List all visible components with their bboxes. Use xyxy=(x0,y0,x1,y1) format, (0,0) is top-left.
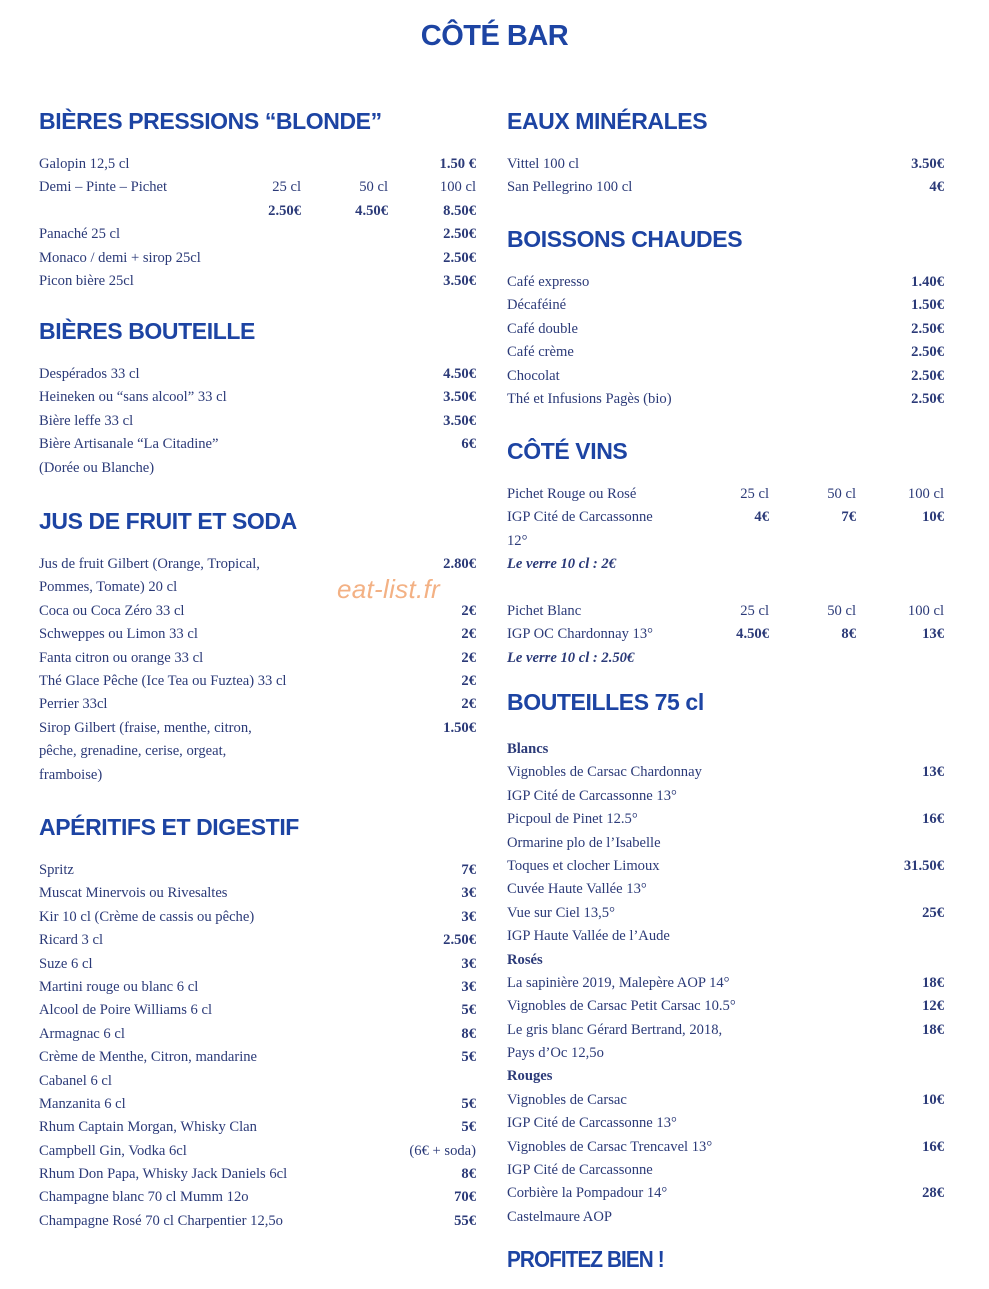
size-label: 100 cl xyxy=(907,602,944,619)
menu-item xyxy=(507,553,944,576)
item-label: Heineken ou “sans alcool” 33 cl xyxy=(39,389,227,406)
item-label: framboise) xyxy=(39,766,103,783)
section-title: APÉRITIFS ET DIGESTIF xyxy=(39,814,299,840)
item-label: Rhum Don Papa, Whisky Jack Daniels 6cl xyxy=(39,1166,288,1183)
item-price: 3€ xyxy=(461,885,476,902)
menu-item xyxy=(39,882,476,905)
size-label: 25 cl xyxy=(740,486,769,502)
item-label: Castelmaure AOP xyxy=(507,1208,612,1225)
menu-item xyxy=(507,902,944,925)
menu-item xyxy=(507,1159,944,1182)
menu-item xyxy=(507,1112,944,1135)
item-label: Picpoul de Pinet 12.5° xyxy=(507,811,638,828)
item-price: 31.50€ xyxy=(903,857,944,874)
menu-item xyxy=(507,1019,944,1042)
item-price: 3€ xyxy=(461,978,476,995)
item-price: 2.50€ xyxy=(443,226,476,243)
item-price: 55€ xyxy=(454,1212,476,1229)
item-label: Vignobles de Carsac Petit Carsac 10.5° xyxy=(507,998,736,1015)
size-label: 25 cl xyxy=(272,179,301,196)
page-title: CÔTÉ BAR xyxy=(420,20,569,52)
section-boissons-chaudes xyxy=(507,224,944,436)
item-price: 13€ xyxy=(922,764,944,781)
menu-item xyxy=(39,1210,476,1233)
menu-item xyxy=(507,925,944,948)
item-price: 2.50€ xyxy=(911,390,944,407)
menu-item xyxy=(39,976,476,999)
section-title: BOISSONS CHAUDES xyxy=(507,226,743,252)
section-bieres-bouteille xyxy=(39,316,476,506)
size-label: 50 cl xyxy=(827,602,856,619)
menu-item xyxy=(39,953,476,976)
section-items xyxy=(507,483,944,670)
menu-item xyxy=(507,855,944,878)
menu-item xyxy=(39,223,476,246)
item-label: IGP Cité de Carcassonne xyxy=(507,1162,653,1179)
item-label: Vignobles de Carsac xyxy=(507,1091,627,1108)
item-price: 2€ xyxy=(461,649,476,666)
item-price: 4.50€ xyxy=(355,202,388,219)
item-label: Café expresso xyxy=(507,274,590,290)
size-label: 25 cl xyxy=(740,602,769,619)
item-label: Schweppes ou Limon 33 cl xyxy=(39,626,198,643)
menu-item xyxy=(39,740,476,763)
item-price: 1.50€ xyxy=(443,719,476,736)
menu-item xyxy=(39,764,476,787)
item-label: IGP Haute Vallée de l’Aude xyxy=(507,928,670,945)
item-label: Vittel 100 cl xyxy=(507,156,580,172)
footer-slogan: PROFITEZ BIEN ! xyxy=(507,1246,664,1272)
section-items xyxy=(39,363,476,480)
section-title: BOUTEILLES 75 cl xyxy=(507,689,704,715)
item-price: 3€ xyxy=(461,908,476,925)
item-price: 13€ xyxy=(922,626,944,643)
item-label: Coca ou Coca Zéro 33 cl xyxy=(39,602,185,619)
subsection-heading xyxy=(507,1065,944,1088)
item-label: Cabanel 6 cl xyxy=(39,1072,112,1089)
menu-item xyxy=(507,785,944,808)
item-label: Toques et clocher Limoux xyxy=(507,857,660,874)
item-price: 2.50€ xyxy=(443,249,476,266)
item-price: 3.50€ xyxy=(443,272,476,289)
menu-item xyxy=(507,1042,944,1065)
menu-item xyxy=(39,1093,476,1116)
menu-item xyxy=(39,363,476,386)
menu-item xyxy=(507,294,944,317)
item-price: 2.80€ xyxy=(443,556,476,572)
section-aperitifs xyxy=(39,812,476,1233)
item-price: 1.50€ xyxy=(911,297,944,314)
section-bouteilles xyxy=(507,687,944,1229)
item-price: 12€ xyxy=(922,998,944,1015)
menu-item xyxy=(39,859,476,882)
menu-item xyxy=(39,176,476,199)
item-price: 2€ xyxy=(461,602,476,619)
item-price: 2€ xyxy=(461,672,476,689)
item-label: Rhum Captain Morgan, Whisky Clan xyxy=(39,1119,257,1136)
menu-item xyxy=(39,1186,476,1209)
item-label: Perrier 33cl xyxy=(39,696,108,713)
section-cote-vins xyxy=(507,436,944,687)
menu-item xyxy=(39,247,476,270)
item-price: 2.50€ xyxy=(268,202,301,219)
item-price: 18€ xyxy=(922,1021,944,1038)
size-label: 100 cl xyxy=(439,179,476,196)
item-price: 16€ xyxy=(922,1138,944,1155)
menu-item xyxy=(507,972,944,995)
menu-item xyxy=(507,153,944,176)
item-price: (6€ + soda) xyxy=(409,1142,476,1159)
item-label: Décaféiné xyxy=(507,297,567,314)
item-price: 8€ xyxy=(841,626,856,643)
item-price: 10€ xyxy=(922,509,944,526)
item-price: 5€ xyxy=(461,1119,476,1136)
section-items xyxy=(39,153,476,293)
menu-item xyxy=(507,365,944,388)
item-price: 6€ xyxy=(461,436,476,453)
item-label: Blancs xyxy=(507,741,549,757)
menu-item xyxy=(39,1046,476,1069)
section-title: JUS DE FRUIT ET SODA xyxy=(39,508,297,534)
menu-item xyxy=(507,271,944,294)
item-price: 2€ xyxy=(461,626,476,643)
menu-item xyxy=(507,761,944,784)
item-price: 1.40€ xyxy=(911,274,944,290)
item-label: IGP Cité de Carcassonne 13° xyxy=(507,787,677,804)
item-label: Rosés xyxy=(507,951,543,968)
item-price: 3€ xyxy=(461,955,476,972)
item-label: Vignobles de Carsac Trencavel 13° xyxy=(507,1138,713,1155)
item-label: Pommes, Tomate) 20 cl xyxy=(39,579,178,596)
item-price: 2€ xyxy=(461,696,476,713)
item-label: Armagnac 6 cl xyxy=(39,1025,125,1042)
menu-item xyxy=(39,386,476,409)
item-price: 1.50 € xyxy=(439,156,476,172)
menu-item xyxy=(507,1089,944,1112)
menu-item xyxy=(507,832,944,855)
item-label: Cuvée Haute Vallée 13° xyxy=(507,881,647,898)
item-price: 4.50€ xyxy=(736,626,769,643)
item-label: Pays d’Oc 12,5o xyxy=(507,1045,604,1062)
item-label: Sirop Gilbert (fraise, menthe, citron, xyxy=(39,719,252,736)
subsection-heading xyxy=(507,949,944,972)
item-label: IGP Cité de Carcassonne 13° xyxy=(507,1115,677,1132)
item-label: Thé et Infusions Pagès (bio) xyxy=(507,390,672,407)
item-label: (Dorée ou Blanche) xyxy=(39,459,155,476)
item-price: 25€ xyxy=(922,904,944,921)
menu-item xyxy=(39,670,476,693)
item-price: 8€ xyxy=(461,1025,476,1042)
menu-item xyxy=(507,1136,944,1159)
item-price: 16€ xyxy=(922,811,944,828)
item-label: Despérados 33 cl xyxy=(39,366,140,382)
menu-item xyxy=(507,623,944,646)
menu-item xyxy=(507,878,944,901)
menu-item xyxy=(39,433,476,456)
item-label: Bière leffe 33 cl xyxy=(39,412,134,429)
item-label: Champagne blanc 70 cl Mumm 12o xyxy=(39,1189,249,1206)
item-label: Demi – Pinte – Pichet xyxy=(39,179,168,196)
item-price: 18€ xyxy=(922,974,944,991)
item-label: La sapinière 2019, Malepère AOP 14° xyxy=(507,974,730,991)
menu-item xyxy=(507,647,944,670)
right-column xyxy=(507,106,944,1229)
menu-item xyxy=(39,1070,476,1093)
size-label: 50 cl xyxy=(359,179,388,196)
menu-item xyxy=(39,1023,476,1046)
item-price: 5€ xyxy=(461,1095,476,1112)
menu-item xyxy=(39,553,476,576)
left-column xyxy=(39,106,476,1233)
item-label: IGP Cité de Carcassonne xyxy=(507,509,653,526)
item-price: 7€ xyxy=(461,862,476,878)
section-items xyxy=(39,859,476,1233)
section-title: CÔTÉ VINS xyxy=(507,438,628,464)
menu-item xyxy=(39,457,476,480)
item-label: Le verre 10 cl : 2€ xyxy=(507,556,617,573)
menu-item xyxy=(39,410,476,433)
section-jus-soda xyxy=(39,506,476,812)
item-price: 2.50€ xyxy=(911,320,944,337)
item-label: Vignobles de Carsac Chardonnay xyxy=(507,764,702,781)
menu-item xyxy=(39,999,476,1022)
menu-item xyxy=(507,600,944,623)
item-label: Spritz xyxy=(39,862,74,878)
item-label: Galopin 12,5 cl xyxy=(39,156,130,172)
item-price: 3.50€ xyxy=(443,389,476,406)
item-label: Le gris blanc Gérard Bertrand, 2018, xyxy=(507,1021,723,1038)
section-eaux-minerales xyxy=(507,106,944,224)
menu-item xyxy=(39,929,476,952)
item-price: 2.50€ xyxy=(911,344,944,361)
item-price: 8.50€ xyxy=(443,202,476,219)
menu-item xyxy=(39,1116,476,1139)
section-title: BIÈRES BOUTEILLE xyxy=(39,318,255,344)
section-items xyxy=(507,271,944,411)
item-price: 10€ xyxy=(922,1091,944,1108)
item-label: Campbell Gin, Vodka 6cl xyxy=(39,1142,187,1159)
item-label: Ricard 3 cl xyxy=(39,932,104,949)
item-price: 4€ xyxy=(929,179,944,196)
item-label: Picon bière 25cl xyxy=(39,272,134,289)
item-label: Café crème xyxy=(507,344,574,361)
menu-item xyxy=(507,483,944,506)
item-label: Jus de fruit Gilbert (Orange, Tropical, xyxy=(39,556,260,572)
item-price: 4.50€ xyxy=(443,366,476,382)
item-price: 2.50€ xyxy=(443,932,476,949)
menu-item xyxy=(507,995,944,1018)
menu-item xyxy=(507,388,944,411)
item-label: Champagne Rosé 70 cl Charpentier 12,5o xyxy=(39,1212,283,1229)
menu-item xyxy=(507,1206,944,1229)
item-label: Pichet Rouge ou Rosé xyxy=(507,486,637,502)
item-price: 8€ xyxy=(461,1166,476,1183)
menu-item xyxy=(39,1140,476,1163)
item-label: Panaché 25 cl xyxy=(39,226,121,243)
item-label: San Pellegrino 100 cl xyxy=(507,179,633,196)
item-price: 70€ xyxy=(454,1189,476,1206)
menu-item xyxy=(507,530,944,553)
item-label: Martini rouge ou blanc 6 cl xyxy=(39,978,199,995)
item-price: 7€ xyxy=(841,509,856,526)
item-label: Vue sur Ciel 13,5° xyxy=(507,904,615,921)
section-title: EAUX MINÉRALES xyxy=(507,108,708,134)
item-label: Pichet Blanc xyxy=(507,602,582,619)
item-label: IGP OC Chardonnay 13° xyxy=(507,626,653,643)
menu-item xyxy=(39,153,476,176)
item-price: 5€ xyxy=(461,1002,476,1019)
menu-item xyxy=(39,717,476,740)
menu-item xyxy=(507,808,944,831)
section-items xyxy=(507,153,944,200)
item-price: 4€ xyxy=(754,509,769,526)
menu-item xyxy=(39,906,476,929)
item-label: 12° xyxy=(507,532,528,549)
size-label: 100 cl xyxy=(907,486,944,502)
menu-item xyxy=(39,200,476,223)
item-label: Corbière la Pompadour 14° xyxy=(507,1185,668,1202)
item-label: Muscat Minervois ou Rivesaltes xyxy=(39,885,228,902)
menu-item xyxy=(39,693,476,716)
item-price: 2.50€ xyxy=(911,367,944,384)
item-label: pêche, grenadine, cerise, orgeat, xyxy=(39,743,227,760)
menu-item xyxy=(507,176,944,199)
item-label: Crème de Menthe, Citron, mandarine xyxy=(39,1049,258,1066)
item-label: Kir 10 cl (Crème de cassis ou pêche) xyxy=(39,908,255,925)
item-label: Ormarine plo de l’Isabelle xyxy=(507,834,661,851)
menu-item xyxy=(39,623,476,646)
section-items xyxy=(507,738,944,1229)
item-label: Café double xyxy=(507,320,578,337)
item-price: 3.50€ xyxy=(911,156,944,172)
item-label: Alcool de Poire Williams 6 cl xyxy=(39,1002,213,1019)
item-label: Manzanita 6 cl xyxy=(39,1095,126,1112)
menu-item xyxy=(507,341,944,364)
subsection-heading xyxy=(507,738,944,761)
menu-item xyxy=(507,577,944,600)
menu-item xyxy=(39,270,476,293)
item-label: Le verre 10 cl : 2.50€ xyxy=(507,649,635,666)
size-label: 50 cl xyxy=(827,486,856,502)
item-label: Suze 6 cl xyxy=(39,955,93,972)
menu-item xyxy=(507,318,944,341)
item-label: Rouges xyxy=(507,1068,553,1085)
menu-item xyxy=(39,1163,476,1186)
section-title: BIÈRES PRESSIONS “BLONDE” xyxy=(39,108,382,134)
item-price: 28€ xyxy=(922,1185,944,1202)
menu-item xyxy=(39,647,476,670)
item-price: 5€ xyxy=(461,1049,476,1066)
menu-item xyxy=(507,506,944,529)
item-label: Fanta citron ou orange 33 cl xyxy=(39,649,204,666)
section-bieres-pressions xyxy=(39,106,476,316)
item-label: Thé Glace Pêche (Ice Tea ou Fuztea) 33 cl xyxy=(39,672,287,689)
item-price: 3.50€ xyxy=(443,412,476,429)
item-label: Chocolat xyxy=(507,367,560,384)
item-label: Bière Artisanale “La Citadine” xyxy=(39,436,219,453)
item-label: Monaco / demi + sirop 25cl xyxy=(39,249,201,266)
watermark: eat-list.fr xyxy=(337,574,440,604)
menu-item xyxy=(507,1182,944,1205)
